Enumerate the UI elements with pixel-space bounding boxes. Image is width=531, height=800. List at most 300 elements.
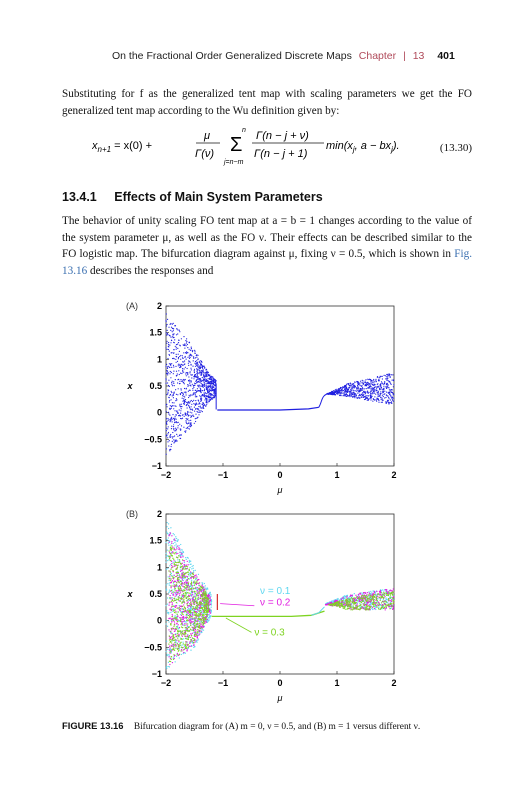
- bifurcation-point: [199, 630, 200, 631]
- bifurcation-point: [187, 592, 188, 593]
- bifurcation-point: [190, 637, 191, 638]
- bifurcation-point: [202, 599, 203, 600]
- bifurcation-point: [169, 576, 170, 577]
- bifurcation-point: [201, 386, 202, 387]
- bifurcation-point: [166, 666, 167, 667]
- bifurcation-point: [191, 581, 192, 582]
- bifurcation-point: [169, 400, 170, 401]
- bifurcation-point: [172, 639, 173, 640]
- bifurcation-point: [377, 393, 378, 394]
- bifurcation-point: [361, 598, 362, 599]
- bifurcation-point: [179, 574, 180, 575]
- bifurcation-point: [200, 604, 201, 605]
- bifurcation-point: [170, 631, 171, 632]
- bifurcation-point: [378, 607, 379, 608]
- bifurcation-point: [380, 609, 381, 610]
- bifurcation-point: [166, 531, 167, 532]
- bifurcation-point: [207, 600, 208, 601]
- bifurcation-point: [166, 553, 167, 554]
- bifurcation-point: [183, 649, 184, 650]
- bifurcation-point: [194, 423, 195, 424]
- bifurcation-point: [340, 395, 341, 396]
- bifurcation-point: [176, 419, 177, 420]
- bifurcation-point: [174, 645, 175, 646]
- bifurcation-point: [173, 366, 174, 367]
- bifurcation-point: [392, 606, 393, 607]
- bifurcation-point: [166, 424, 167, 425]
- bifurcation-point: [191, 616, 192, 617]
- bifurcation-point: [166, 418, 167, 419]
- bifurcation-point: [171, 399, 172, 400]
- bifurcation-point: [171, 659, 172, 660]
- bifurcation-point: [378, 593, 379, 594]
- bifurcation-point: [341, 387, 342, 388]
- bifurcation-point: [197, 614, 198, 615]
- bifurcation-point: [171, 543, 172, 544]
- bifurcation-point: [180, 586, 181, 587]
- bifurcation-point: [171, 567, 172, 568]
- bifurcation-point: [182, 556, 183, 557]
- bifurcation-point: [209, 378, 210, 379]
- y-tick-label: −0.5: [144, 434, 162, 445]
- bifurcation-point: [189, 643, 190, 644]
- bifurcation-point: [202, 367, 203, 368]
- bifurcation-point: [365, 606, 366, 607]
- bifurcation-point: [207, 388, 208, 389]
- bifurcation-point: [198, 386, 199, 387]
- bifurcation-point: [349, 394, 350, 395]
- bifurcation-point: [187, 423, 188, 424]
- bifurcation-point: [172, 562, 173, 563]
- bifurcation-point: [214, 390, 215, 391]
- bifurcation-point: [197, 640, 198, 641]
- bifurcation-point: [183, 398, 184, 399]
- bifurcation-point: [332, 605, 333, 606]
- bifurcation-point: [169, 449, 170, 450]
- bifurcation-point: [365, 381, 366, 382]
- bifurcation-point: [211, 607, 212, 608]
- bifurcation-point: [166, 654, 167, 655]
- bifurcation-point: [197, 372, 198, 373]
- bifurcation-point: [186, 650, 187, 651]
- bifurcation-point: [376, 599, 377, 600]
- bifurcation-point: [178, 388, 179, 389]
- x-tick-label: 1: [334, 678, 340, 688]
- bifurcation-point: [184, 564, 185, 565]
- bifurcation-point: [198, 406, 199, 407]
- bifurcation-point: [192, 384, 193, 385]
- bifurcation-point: [366, 609, 367, 610]
- bifurcation-point: [185, 611, 186, 612]
- bifurcation-point: [172, 547, 173, 548]
- bifurcation-point: [356, 600, 357, 601]
- bifurcation-point: [370, 599, 371, 600]
- bifurcation-point: [199, 395, 200, 396]
- bifurcation-point: [203, 407, 204, 408]
- bifurcation-point: [362, 380, 363, 381]
- bifurcation-point: [166, 421, 167, 422]
- bifurcation-point: [344, 394, 345, 395]
- figure-link[interactable]: Fig. 13.16: [62, 248, 472, 277]
- bifurcation-point: [375, 389, 376, 390]
- bifurcation-point: [362, 390, 363, 391]
- y-tick-label: 1.5: [149, 327, 162, 338]
- bifurcation-point: [197, 604, 198, 605]
- bifurcation-point: [167, 392, 168, 393]
- bifurcation-point: [180, 429, 181, 430]
- bifurcation-point: [358, 597, 359, 598]
- bifurcation-point: [186, 628, 187, 629]
- bifurcation-point: [173, 656, 174, 657]
- bifurcation-point: [184, 625, 185, 626]
- bifurcation-point: [203, 372, 204, 373]
- bifurcation-point: [196, 379, 197, 380]
- bifurcation-point: [369, 384, 370, 385]
- bifurcation-point: [168, 559, 169, 560]
- bifurcation-point: [177, 361, 178, 362]
- bifurcation-point: [167, 655, 168, 656]
- bifurcation-point: [202, 395, 203, 396]
- bifurcation-point: [188, 376, 189, 377]
- bifurcation-point: [166, 364, 167, 365]
- bifurcation-point: [176, 354, 177, 355]
- bifurcation-point: [194, 372, 195, 373]
- bifurcation-point: [173, 337, 174, 338]
- bifurcation-point: [369, 387, 370, 388]
- bifurcation-point: [200, 602, 201, 603]
- bifurcation-point: [389, 590, 390, 591]
- bifurcation-point: [200, 620, 201, 621]
- bifurcation-point: [359, 606, 360, 607]
- bifurcation-point: [180, 587, 181, 588]
- bifurcation-point: [206, 393, 207, 394]
- bifurcation-point: [167, 560, 168, 561]
- bifurcation-point: [361, 382, 362, 383]
- bifurcation-point: [176, 439, 177, 440]
- bifurcation-point: [361, 386, 362, 387]
- bifurcation-point: [201, 372, 202, 373]
- bifurcation-point: [183, 552, 184, 553]
- bifurcation-point: [211, 388, 212, 389]
- bifurcation-point: [194, 617, 195, 618]
- bifurcation-point: [166, 651, 167, 652]
- bifurcation-point: [185, 587, 186, 588]
- bifurcation-point: [198, 381, 199, 382]
- bifurcation-point: [200, 591, 201, 592]
- bifurcation-point: [170, 533, 171, 534]
- bifurcation-point: [354, 381, 355, 382]
- bifurcation-point: [168, 349, 169, 350]
- bifurcation-point: [189, 396, 190, 397]
- bifurcation-point: [186, 566, 187, 567]
- bifurcation-point: [210, 600, 211, 601]
- bifurcation-point: [357, 390, 358, 391]
- bifurcation-point: [205, 397, 206, 398]
- bifurcation-point: [192, 600, 193, 601]
- bifurcation-point: [166, 411, 167, 412]
- bifurcation-point: [199, 379, 200, 380]
- bifurcation-point: [365, 599, 366, 600]
- bifurcation-point: [176, 645, 177, 646]
- bifurcation-point: [208, 387, 209, 388]
- bifurcation-point: [186, 589, 187, 590]
- bifurcation-point: [378, 380, 379, 381]
- bifurcation-point: [183, 619, 184, 620]
- bifurcation-point: [197, 379, 198, 380]
- bifurcation-point: [386, 604, 387, 605]
- bifurcation-point: [165, 378, 166, 379]
- bifurcation-point: [208, 606, 209, 607]
- bifurcation-point: [208, 396, 209, 397]
- bifurcation-point: [380, 385, 381, 386]
- bifurcation-point: [169, 367, 170, 368]
- bifurcation-point: [189, 406, 190, 407]
- bifurcation-point: [185, 379, 186, 380]
- equation-number: (13.30): [439, 142, 472, 154]
- bifurcation-point: [383, 590, 384, 591]
- bifurcation-point: [183, 352, 184, 353]
- bifurcation-point: [366, 384, 367, 385]
- bifurcation-point: [179, 548, 180, 549]
- bifurcation-point: [182, 624, 183, 625]
- bifurcation-point: [386, 384, 387, 385]
- bifurcation-point: [172, 597, 173, 598]
- bifurcation-point: [193, 588, 194, 589]
- bifurcation-point: [353, 603, 354, 604]
- bifurcation-point: [390, 383, 391, 384]
- bifurcation-point: [188, 589, 189, 590]
- bifurcation-point: [355, 598, 356, 599]
- bifurcation-point: [205, 593, 206, 594]
- bifurcation-point: [346, 396, 347, 397]
- bifurcation-point: [188, 415, 189, 416]
- bifurcation-point: [187, 630, 188, 631]
- bifurcation-point: [168, 666, 169, 667]
- bifurcation-point: [170, 641, 171, 642]
- bifurcation-point: [372, 388, 373, 389]
- bifurcation-point: [187, 605, 188, 606]
- bifurcation-point: [349, 596, 350, 597]
- bifurcation-point: [193, 594, 194, 595]
- bifurcation-point: [373, 380, 374, 381]
- bifurcation-point: [166, 448, 167, 449]
- bifurcation-point: [187, 412, 188, 413]
- bifurcation-point: [181, 550, 182, 551]
- bifurcation-point: [194, 353, 195, 354]
- bifurcation-point: [200, 365, 201, 366]
- bifurcation-point: [213, 383, 214, 384]
- bifurcation-point: [191, 635, 192, 636]
- bifurcation-point: [174, 422, 175, 423]
- bifurcation-point: [165, 562, 166, 563]
- bifurcation-point: [201, 607, 202, 608]
- bifurcation-point: [210, 604, 211, 605]
- bifurcation-point: [195, 421, 196, 422]
- bifurcation-point: [166, 428, 167, 429]
- bifurcation-point: [189, 390, 190, 391]
- bifurcation-point: [176, 375, 177, 376]
- bifurcation-point: [175, 346, 176, 347]
- bifurcation-point: [201, 595, 202, 596]
- bifurcation-point: [346, 388, 347, 389]
- bifurcation-point: [198, 574, 199, 575]
- bifurcation-point: [173, 635, 174, 636]
- bifurcation-point: [202, 588, 203, 589]
- bifurcation-point: [360, 381, 361, 382]
- bifurcation-point: [178, 634, 179, 635]
- bifurcation-point: [177, 649, 178, 650]
- bifurcation-point: [187, 357, 188, 358]
- bifurcation-point: [170, 580, 171, 581]
- bifurcation-point: [182, 401, 183, 402]
- bifurcation-point: [206, 398, 207, 399]
- bifurcation-point: [179, 607, 180, 608]
- bifurcation-point: [166, 610, 167, 611]
- bifurcation-point: [360, 608, 361, 609]
- bifurcation-point: [180, 644, 181, 645]
- bifurcation-point: [380, 384, 381, 385]
- bifurcation-point: [173, 575, 174, 576]
- bifurcation-point: [168, 580, 169, 581]
- bifurcation-point: [343, 387, 344, 388]
- bifurcation-point: [180, 650, 181, 651]
- bifurcation-point: [173, 328, 174, 329]
- bifurcation-point: [196, 360, 197, 361]
- bifurcation-point: [169, 635, 170, 636]
- bifurcation-point: [174, 637, 175, 638]
- bifurcation-point: [178, 425, 179, 426]
- bifurcation-point: [374, 597, 375, 598]
- bifurcation-point: [353, 390, 354, 391]
- bifurcation-point: [177, 557, 178, 558]
- bifurcation-point: [171, 578, 172, 579]
- bifurcation-point: [190, 610, 191, 611]
- bifurcation-point: [173, 594, 174, 595]
- bifurcation-point: [181, 406, 182, 407]
- bifurcation-point: [210, 602, 211, 603]
- bifurcation-point: [179, 600, 180, 601]
- bifurcation-point: [360, 385, 361, 386]
- bifurcation-point: [198, 358, 199, 359]
- bifurcation-point: [177, 634, 178, 635]
- bifurcation-point: [173, 577, 174, 578]
- bifurcation-point: [188, 575, 189, 576]
- bifurcation-point: [206, 385, 207, 386]
- bifurcation-point: [171, 363, 172, 364]
- bifurcation-point: [385, 597, 386, 598]
- bifurcation-point: [196, 368, 197, 369]
- bifurcation-point: [187, 611, 188, 612]
- bifurcation-point: [187, 344, 188, 345]
- bifurcation-point: [182, 598, 183, 599]
- bifurcation-point: [186, 341, 187, 342]
- bifurcation-point: [361, 397, 362, 398]
- bifurcation-point: [179, 415, 180, 416]
- bifurcation-point: [184, 344, 185, 345]
- bifurcation-point: [389, 381, 390, 382]
- bifurcation-point: [175, 612, 176, 613]
- bifurcation-point: [382, 402, 383, 403]
- bifurcation-point: [354, 385, 355, 386]
- bifurcation-point: [186, 375, 187, 376]
- bifurcation-point: [179, 606, 180, 607]
- bifurcation-point: [186, 342, 187, 343]
- bifurcation-point: [203, 375, 204, 376]
- bifurcation-point: [173, 373, 174, 374]
- bifurcation-point: [168, 550, 169, 551]
- bifurcation-point: [334, 600, 335, 601]
- bifurcation-point: [182, 355, 183, 356]
- bifurcation-point: [391, 601, 392, 602]
- bifurcation-point: [184, 404, 185, 405]
- bifurcation-point: [196, 576, 197, 577]
- bifurcation-point: [169, 647, 170, 648]
- bifurcation-point: [185, 557, 186, 558]
- bifurcation-point: [167, 441, 168, 442]
- bifurcation-point: [357, 601, 358, 602]
- bifurcation-point: [187, 576, 188, 577]
- x-axis-label: μ: [277, 693, 283, 703]
- bifurcation-point: [186, 600, 187, 601]
- bifurcation-point: [187, 596, 188, 597]
- bifurcation-point: [335, 602, 336, 603]
- bifurcation-point: [180, 631, 181, 632]
- bifurcation-point: [215, 381, 216, 382]
- bifurcation-point: [343, 390, 344, 391]
- bifurcation-point: [339, 391, 340, 392]
- bifurcation-point: [180, 592, 181, 593]
- bifurcation-point: [209, 617, 210, 618]
- bifurcation-point: [177, 427, 178, 428]
- bifurcation-point: [357, 385, 358, 386]
- bifurcation-point: [179, 331, 180, 332]
- bifurcation-point: [180, 418, 181, 419]
- bifurcation-point: [180, 410, 181, 411]
- bifurcation-point: [339, 603, 340, 604]
- bifurcation-point: [329, 604, 330, 605]
- bifurcation-point: [203, 376, 204, 377]
- bifurcation-point: [184, 388, 185, 389]
- bifurcation-point: [175, 581, 176, 582]
- bifurcation-point: [178, 593, 179, 594]
- bifurcation-point: [193, 568, 194, 569]
- bifurcation-point: [173, 428, 174, 429]
- bifurcation-point: [211, 377, 212, 378]
- bifurcation-point: [180, 345, 181, 346]
- bifurcation-point: [188, 363, 189, 364]
- bifurcation-point: [185, 373, 186, 374]
- bifurcation-point: [195, 400, 196, 401]
- bifurcation-point: [181, 408, 182, 409]
- bifurcation-point: [170, 587, 171, 588]
- bifurcation-point: [195, 381, 196, 382]
- bifurcation-point: [358, 594, 359, 595]
- bifurcation-point: [374, 399, 375, 400]
- bifurcation-point: [213, 381, 214, 382]
- bifurcation-point: [374, 389, 375, 390]
- bifurcation-point: [196, 590, 197, 591]
- bifurcation-point: [386, 599, 387, 600]
- bifurcation-point: [192, 374, 193, 375]
- bifurcation-point: [177, 565, 178, 566]
- bifurcation-point: [353, 393, 354, 394]
- bifurcation-point: [350, 601, 351, 602]
- bifurcation-point: [201, 616, 202, 617]
- bifurcation-point: [181, 649, 182, 650]
- y-axis-label: x: [127, 381, 133, 391]
- bifurcation-point: [166, 332, 167, 333]
- bifurcation-point: [353, 601, 354, 602]
